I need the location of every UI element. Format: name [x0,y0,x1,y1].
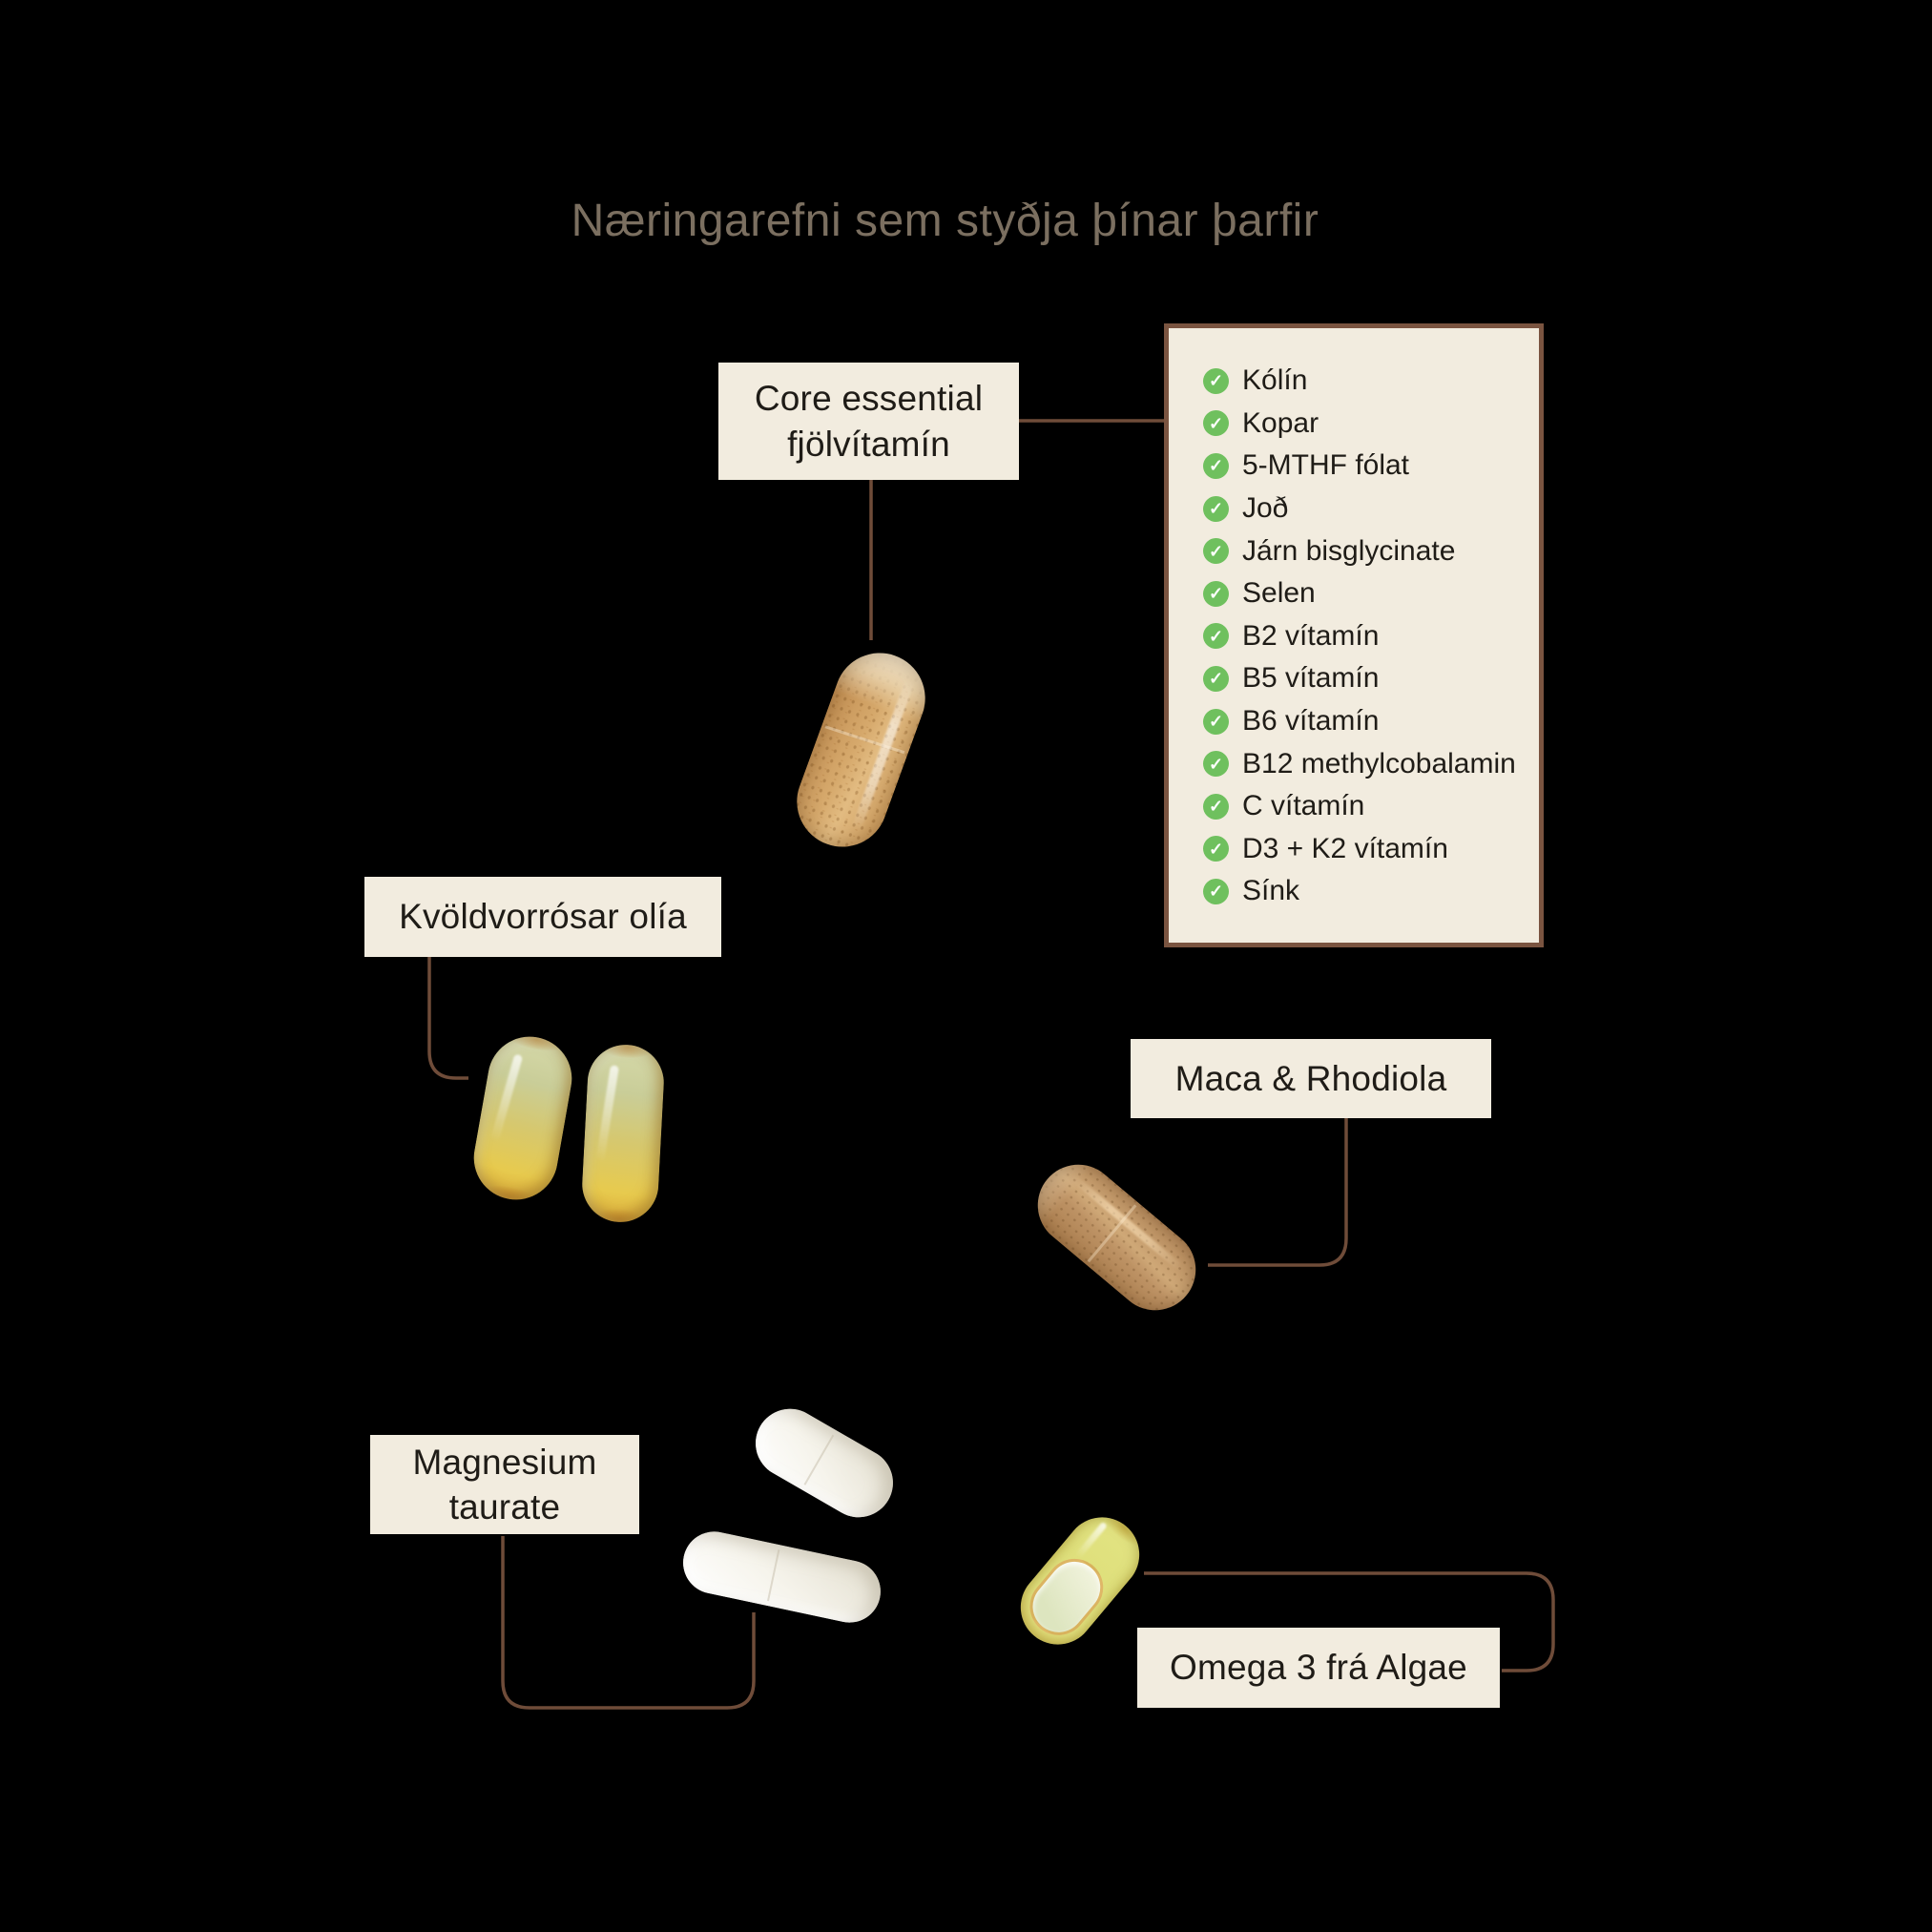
check-circle-icon: ✓ [1203,368,1229,394]
magnesium-taurate-label [370,1435,639,1534]
nutrient-label: B12 methylcobalamin [1242,747,1516,779]
check-circle-icon: ✓ [1203,751,1229,777]
magnesium-taurate-label-line1: Magnesium [412,1442,597,1482]
nutrient-label: Joð [1242,492,1289,525]
nutrient-label: Kopar [1242,406,1319,439]
nutrient-label: Sínk [1242,875,1300,907]
omega3-label [1137,1628,1500,1708]
nutrient-item [1203,445,1539,488]
nutrient-list [1169,328,1539,913]
check-circle-icon: ✓ [1203,666,1229,692]
core-multivitamin-label [718,363,1019,480]
nutrient-item [1203,828,1539,871]
nutrient-item [1203,785,1539,828]
nutrient-item [1203,615,1539,658]
connector-maca-to-capsule [1208,1118,1346,1265]
maca-rhodiola-label [1131,1039,1491,1118]
maca-rhodiola-capsule [1021,1148,1212,1326]
nutrient-label: Kólín [1242,364,1308,397]
multivitamin-capsule [784,640,938,860]
core-multivitamin-label-line1: Core essential [754,379,984,419]
nutrient-label: B6 vítamín [1242,705,1380,737]
check-circle-icon: ✓ [1203,453,1229,479]
check-circle-icon: ✓ [1203,836,1229,862]
check-circle-icon: ✓ [1203,581,1229,607]
magnesium-capsule-bottom [677,1526,886,1628]
nutrient-item [1203,870,1539,913]
nutrient-item [1203,488,1539,530]
nutrient-label: B5 vítamín [1242,662,1380,695]
check-circle-icon: ✓ [1203,709,1229,735]
check-circle-icon: ✓ [1203,538,1229,564]
core-multivitamin-label-line2: fjölvítamín [787,424,950,464]
nutrient-label: D3 + K2 vítamín [1242,832,1448,864]
maca-rhodiola-label-text: Maca & Rhodiola [1174,1058,1447,1098]
nutrient-label: 5-MTHF fólat [1242,449,1410,482]
nutrient-item [1203,657,1539,700]
magnesium-capsule-top [743,1397,905,1530]
nutrient-item [1203,700,1539,743]
nutrient-label: C vítamín [1242,790,1365,822]
nutrient-item [1203,403,1539,446]
primrose-softgel-right [580,1043,666,1224]
evening-primrose-label-text: Kvöldvorrósar olía [399,897,687,937]
nutrient-label: Járn bisglycinate [1242,534,1456,567]
primrose-softgel-left [467,1030,579,1207]
nutrient-label: B2 vítamín [1242,619,1380,652]
omega3-label-text: Omega 3 frá Algae [1170,1648,1467,1688]
check-circle-icon: ✓ [1203,794,1229,820]
check-circle-icon: ✓ [1203,623,1229,649]
check-circle-icon: ✓ [1203,879,1229,904]
check-circle-icon: ✓ [1203,496,1229,522]
nutrient-item [1203,572,1539,615]
page-title: Næringarefni sem styðja þínar þarfir [571,196,1319,246]
check-circle-icon: ✓ [1203,410,1229,436]
omega3-capsule [1006,1502,1154,1659]
connector-primrose-to-capsule [429,957,468,1078]
nutrient-item [1203,742,1539,785]
evening-primrose-label [364,877,721,957]
nutrient-list-box [1164,323,1544,947]
magnesium-taurate-label-line2: taurate [448,1487,561,1527]
nutrient-item [1203,360,1539,403]
nutrient-item [1203,530,1539,572]
nutrient-label: Selen [1242,577,1316,610]
